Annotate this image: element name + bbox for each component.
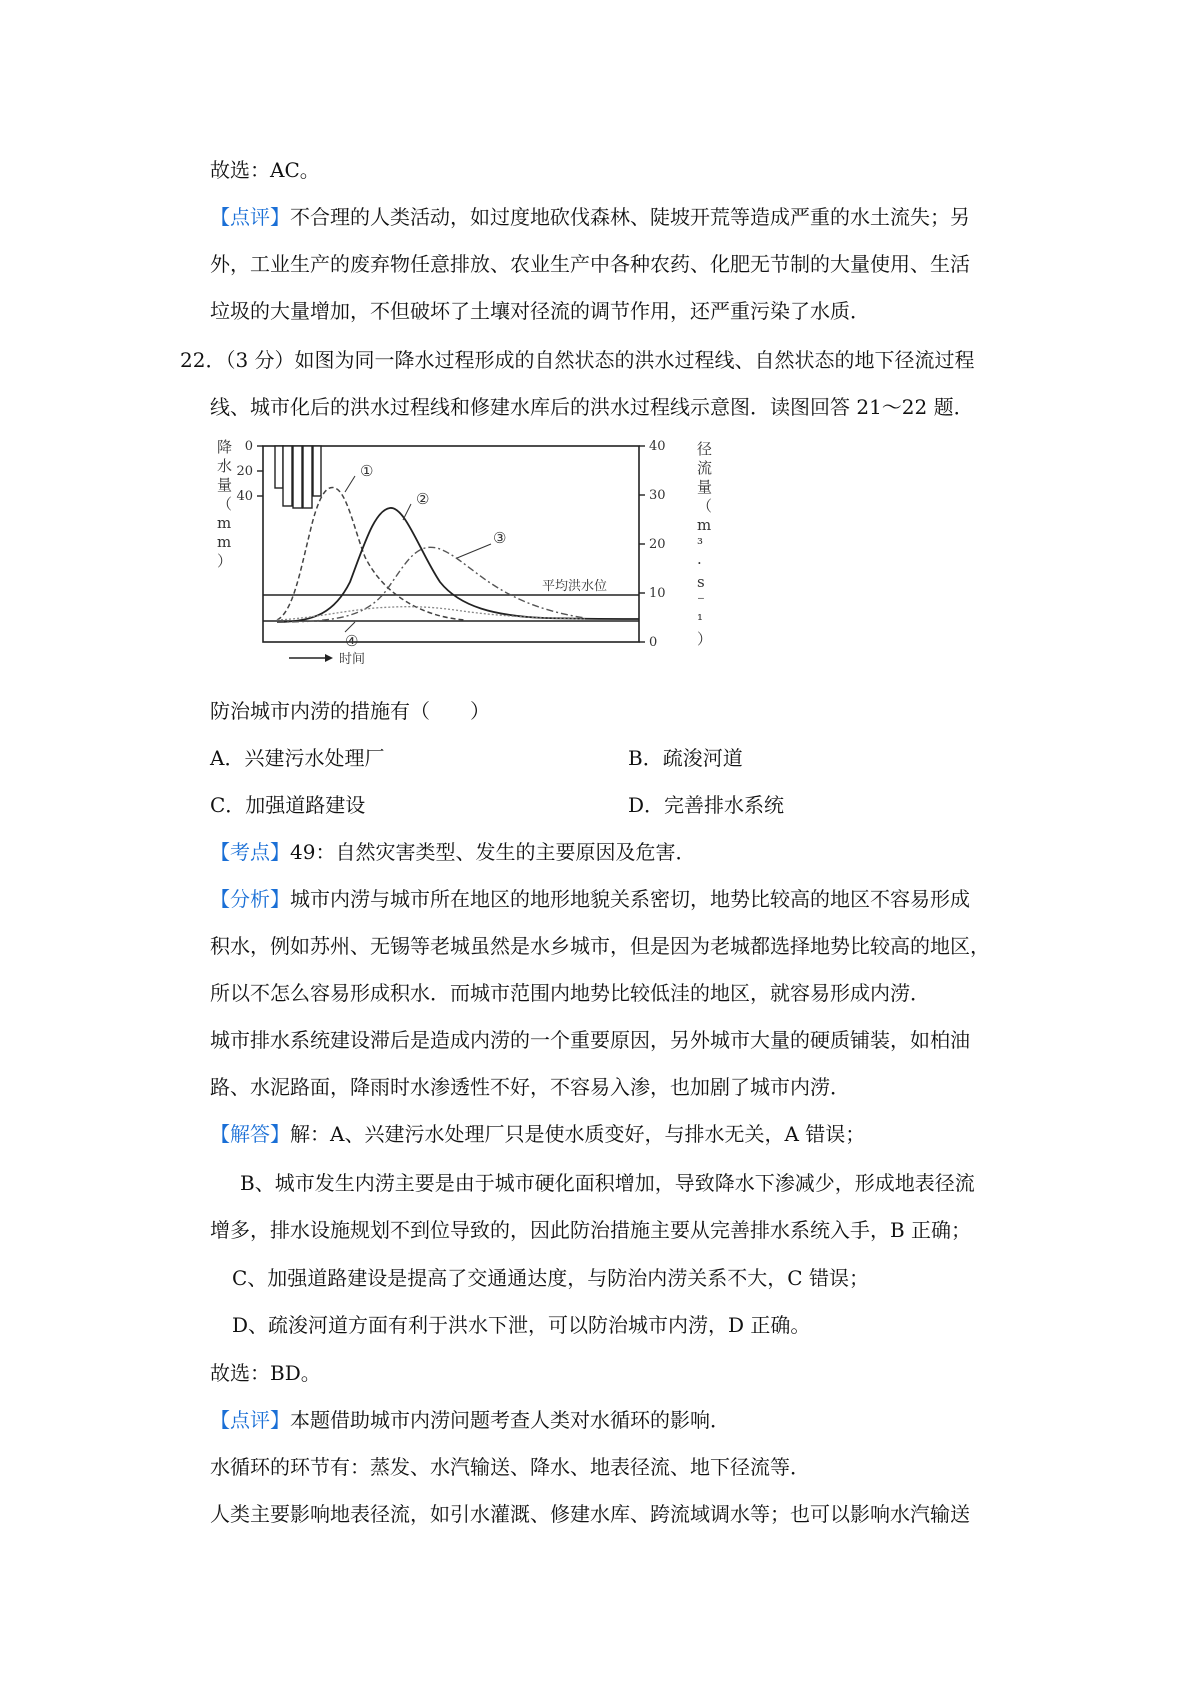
hydrograph-figure — [205, 432, 725, 676]
jieda-line-1: 【解答】解：A、兴建污水处理厂只是使水质变好，与排水无关，A 错误； — [210, 1122, 866, 1146]
right-tick-0: 0 — [649, 635, 658, 650]
precip-bar-5 — [313, 446, 321, 496]
curve-label-4: ④ — [345, 632, 359, 650]
curve-3 — [277, 547, 585, 622]
question-stem-line-2: 线、城市化后的洪水过程线和修建水库后的洪水过程线示意图．读图回答 21～22 题． — [210, 395, 974, 419]
precip-bar-2 — [283, 446, 292, 506]
jieda-line-4: C、加强道路建设是提高了交通通达度，与防治内涝关系不大，C 错误； — [232, 1266, 869, 1290]
precip-bar-4 — [303, 446, 312, 508]
right-tick-10: 10 — [649, 586, 666, 601]
left-tick-40: 40 — [236, 489, 253, 504]
mean-flood-label: 平均洪水位 — [541, 579, 607, 594]
precip-bar-3 — [293, 446, 302, 508]
fenxi-line-4: 城市排水系统建设滞后是造成内涝的一个重要原因，另外城市大量的硬质铺装，如柏油 — [210, 1028, 970, 1052]
fenxi-line-1: 【分析】城市内涝与城市所在地区的地形地貌关系密切，地势比较高的地区不容易形成 — [210, 887, 970, 911]
right-tick-40: 40 — [649, 439, 666, 454]
question-prompt: 防治城市内涝的措施有（ ） — [210, 699, 490, 723]
right-tick-30: 30 — [649, 488, 666, 503]
option-d[interactable]: D．完善排水系统 — [628, 793, 785, 817]
question-stem-line-1: 22．（3 分）如图为同一降水过程形成的自然状态的洪水过程线、自然状态的地下径流过程 — [180, 348, 975, 372]
fenxi-line-5: 路、水泥路面，降雨时水渗透性不好，不容易入渗，也加剧了城市内涝． — [210, 1075, 850, 1099]
jieda-line-5: D、疏浚河道方面有利于洪水下泄，可以防治城市内涝，D 正确。 — [232, 1313, 811, 1337]
dianping-tag: 【点评】 — [210, 1408, 290, 1432]
hydrograph-svg — [205, 432, 725, 672]
precipitation-bars — [275, 446, 321, 508]
fenxi-line-3: 所以不怎么容易形成积水．而城市范围内地势比较低洼的地区，就容易形成内涝． — [210, 981, 930, 1005]
curve-2 — [277, 508, 639, 622]
comment-tag: 【点评】 — [210, 205, 290, 229]
comment-line-2: 外，工业生产的废弃物任意排放、农业生产中各种农药、化肥无节制的大量使用、生活 — [210, 252, 970, 276]
comment-line-1: 【点评】不合理的人类活动，如过度地砍伐森林、陡坡开荒等造成严重的水土流失；另 — [210, 205, 970, 229]
jieda-tag: 【解答】 — [210, 1122, 290, 1146]
left-axis-label: 降水量（ m m ） — [217, 438, 233, 570]
curve-label-1: ① — [360, 462, 374, 480]
jieda-line-2: B、城市发生内涝主要是由于城市硬化面积增加，导致降水下渗减少，形成地表径流 — [240, 1171, 975, 1195]
dianping-line-1: 【点评】本题借助城市内涝问题考查人类对水循环的影响． — [210, 1408, 730, 1432]
left-tick-20: 20 — [236, 464, 253, 479]
fenxi-line-2: 积水，例如苏州、无锡等老城虽然是水乡城市，但是因为老城都选择地势比较高的地区， — [210, 934, 990, 958]
kaodian-tag: 【考点】 — [210, 840, 290, 864]
answer-bd: 故选：BD。 — [210, 1361, 321, 1385]
option-c[interactable]: C．加强道路建设 — [210, 793, 366, 817]
left-tick-0: 0 — [244, 439, 253, 454]
option-b[interactable]: B．疏浚河道 — [628, 746, 743, 770]
precip-bar-1 — [275, 446, 283, 488]
x-axis-label: 时间 — [339, 652, 366, 667]
dianping-line-2: 水循环的环节有：蒸发、水汽输送、降水、地表径流、地下径流等． — [210, 1455, 810, 1479]
jieda-line-3: 增多，排水设施规划不到位导致的，因此防治措施主要从完善排水系统入手，B 正确； — [210, 1218, 972, 1242]
curve-label-3: ③ — [493, 529, 507, 547]
curve-label-2: ② — [416, 490, 430, 508]
dianping-line-3: 人类主要影响地表径流，如引水灌溉、修建水库、跨流域调水等；也可以影响水汽输送 — [210, 1502, 970, 1526]
option-a[interactable]: A．兴建污水处理厂 — [210, 746, 385, 770]
fenxi-tag: 【分析】 — [210, 887, 290, 911]
right-axis-label: 径流量（ m ³ · s ⁻ ¹ ） — [697, 440, 713, 648]
kaodian-line: 【考点】49：自然灾害类型、发生的主要原因及危害． — [210, 840, 696, 864]
right-tick-20: 20 — [649, 537, 666, 552]
answer-line: 故选：AC。 — [210, 158, 320, 182]
time-arrow-head — [325, 654, 333, 662]
comment-line-3: 垃圾的大量增加，不但破坏了土壤对径流的调节作用，还严重污染了水质． — [210, 299, 870, 323]
